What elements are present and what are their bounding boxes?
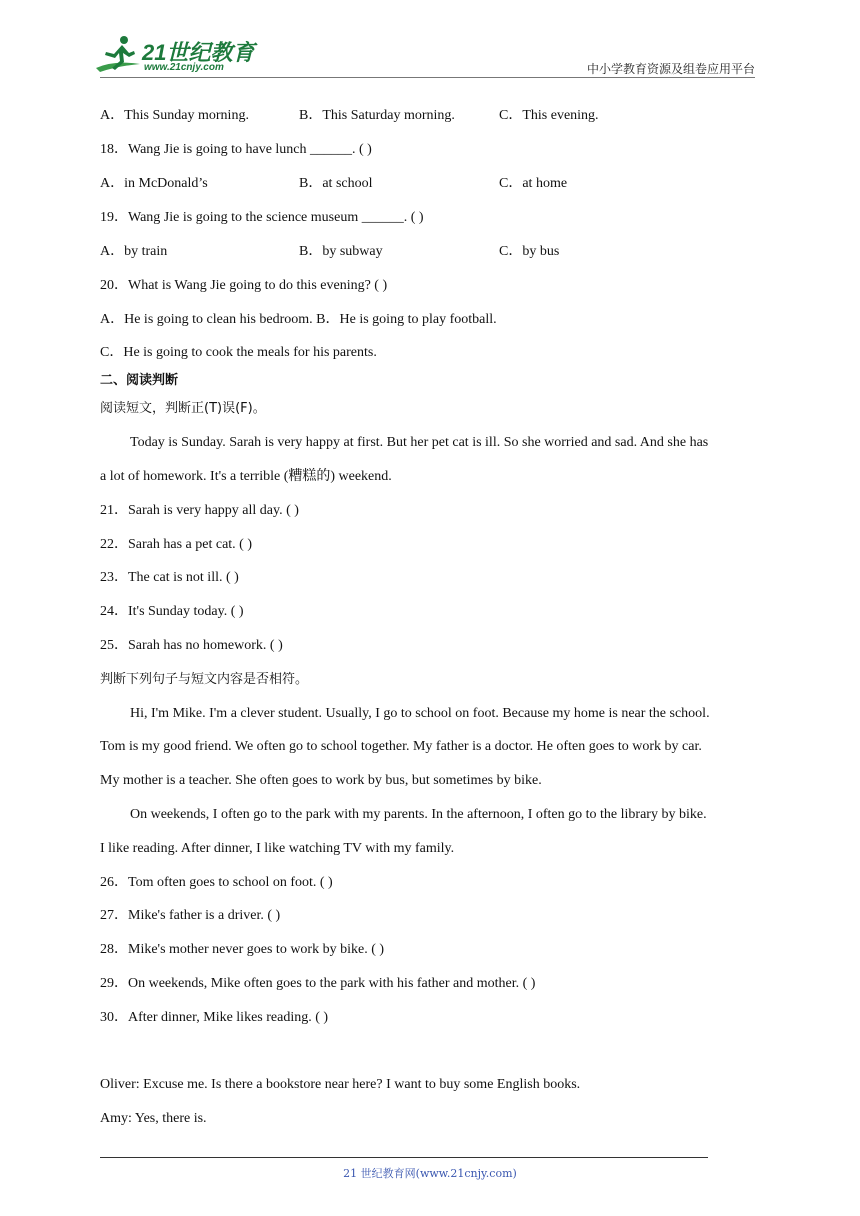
instruction-2: 判断下列句子与短文内容是否相符。: [100, 672, 309, 687]
passage-1-line-1: Today is Sunday. Sarah is very happy at first. But her pet cat is ill. So she worried and sad. And she has: [130, 435, 709, 450]
question-26: 26．Tom often goes to school on foot. ( ): [100, 875, 333, 890]
passage-2-line-5: I like reading. After dinner, I like watching TV with my family.: [100, 841, 455, 856]
question-19: 19．Wang Jie is going to the science museum ______. ( ): [100, 210, 424, 225]
q19-option-c: C．by bus: [499, 244, 560, 259]
question-18: 18．Wang Jie is going to have lunch ______. ( ): [100, 142, 372, 157]
platform-name: 中小学教育资源及组卷应用平台: [586, 62, 755, 76]
q17-option-b: B．This Saturday morning.: [299, 108, 455, 123]
q18-option-c: C．at home: [499, 176, 568, 191]
passage-1-line-2: a lot of homework. It's a terrible (糟糕的) weekend.: [100, 469, 392, 484]
question-20: 20．What is Wang Jie going to do this evening? ( ): [100, 278, 388, 293]
question-21: 21．Sarah is very happy all day. ( ): [100, 503, 299, 518]
question-27: 27．Mike's father is a driver. ( ): [100, 908, 281, 923]
q19-option-b: B．by subway: [299, 244, 383, 259]
q18-option-a: A．in McDonald’s: [100, 176, 208, 191]
logo-text: 21世纪教育: [142, 40, 255, 65]
q20-options-ab: A．He is going to clean his bedroom. B．He is going to play football.: [100, 312, 497, 327]
question-23: 23．The cat is not ill. ( ): [100, 570, 239, 585]
q20-option-c: C．He is going to cook the meals for his parents.: [100, 345, 377, 360]
question-30: 30．After dinner, Mike likes reading. ( ): [100, 1010, 329, 1025]
q17-option-a: A．This Sunday morning.: [100, 108, 249, 123]
footer-divider: [100, 1157, 708, 1158]
q18-option-b: B．at school: [299, 176, 373, 191]
page-header: [0, 0, 860, 82]
question-22: 22．Sarah has a pet cat. ( ): [100, 537, 252, 552]
question-25: 25．Sarah has no homework. ( ): [100, 638, 283, 653]
footer-text: 21 世纪教育网(www.21cnjy.com): [343, 1167, 517, 1180]
logo-url: www.21cnjy.com: [144, 62, 224, 73]
passage-2-line-2: Tom is my good friend. We often go to school together. My father is a doctor. He often goes to work by car.: [100, 739, 702, 754]
section-title: 二、阅读判断: [100, 373, 179, 388]
q17-option-c: C．This evening.: [499, 108, 599, 123]
question-29: 29．On weekends, Mike often goes to the park with his father and mother. ( ): [100, 976, 536, 991]
dialog-line-1: Oliver: Excuse me. Is there a bookstore near here? I want to buy some English books.: [100, 1077, 581, 1092]
instruction-1: 阅读短文，判断正(T)误(F)。: [100, 401, 266, 416]
header-divider: [100, 77, 755, 78]
q19-option-a: A．by train: [100, 244, 168, 259]
passage-2-line-3: My mother is a teacher. She often goes to work by bus, but sometimes by bike.: [100, 773, 542, 788]
passage-2-line-1: Hi, I'm Mike. I'm a clever student. Usually, I go to school on foot. Because my home is near the school.: [130, 706, 710, 721]
question-24: 24．It's Sunday today. ( ): [100, 604, 244, 619]
site-logo: [94, 34, 264, 78]
runner-logo-icon: [94, 34, 144, 76]
question-28: 28．Mike's mother never goes to work by bike. ( ): [100, 942, 385, 957]
passage-2-line-4: On weekends, I often go to the park with my parents. In the afternoon, I often go to the library by bike.: [130, 807, 707, 822]
dialog-line-2: Amy: Yes, there is.: [100, 1111, 207, 1126]
